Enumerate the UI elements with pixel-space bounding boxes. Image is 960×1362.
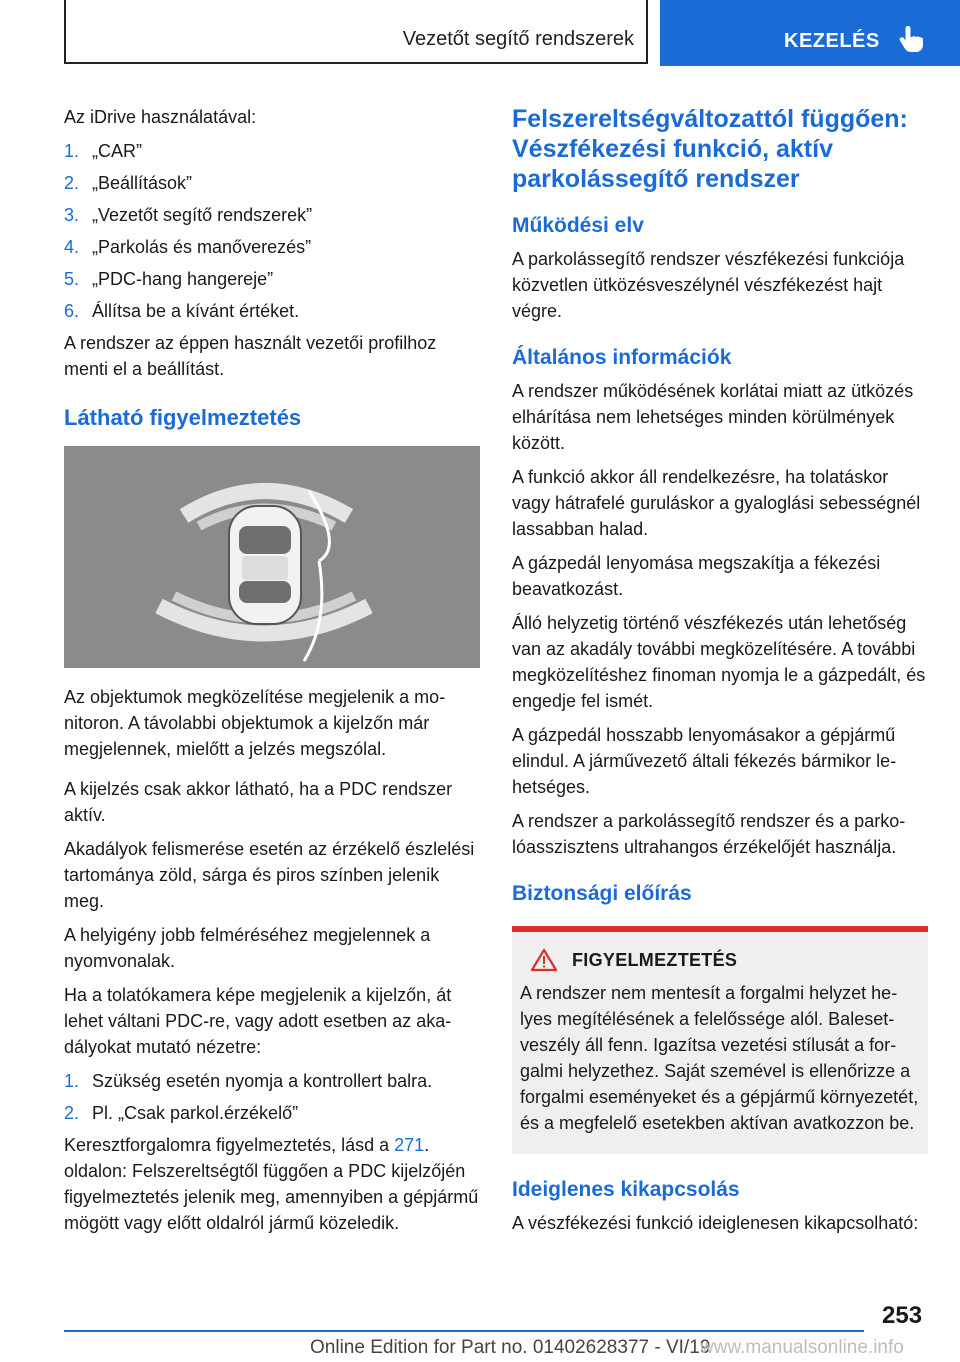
- chapter-tab: [660, 0, 960, 66]
- para-general-2: A funkció akkor áll rendelkezésre, ha tolatáskor vagy hátrafelé guruláskor a gyaloglási sebességnél lassabban halad.: [512, 467, 921, 539]
- cross-traffic-text-rest: . oldalon: Felszereltségtől függően a PDC kijelzőjén figyelmeztetés jelenik meg, amennyiben a gépjármű mögött vagy előtt oldalról jármű közeledik.: [64, 1135, 479, 1233]
- heading-general-info: Általános információk: [512, 346, 732, 369]
- para-trajectory: A helyigény jobb felméréséhez megjelennek a nyomvonalak.: [64, 925, 431, 971]
- pdc-display-image: [64, 446, 480, 668]
- list-item: [64, 202, 480, 228]
- para-cross-traffic: [64, 1132, 480, 1236]
- step-text: Pl. „Csak parkol.érzékelő”: [92, 1103, 299, 1123]
- step-number: 5.: [64, 269, 80, 289]
- para-pdc-active: A kijelzés csak akkor látható, ha a PDC rendszer aktív.: [64, 779, 453, 825]
- step-number: 4.: [64, 237, 80, 257]
- heading-safety: Biztonsági előírás: [512, 882, 692, 905]
- para-rear-camera: Ha a tolatókamera képe megjelenik a kijelzőn, át lehet váltani PDC-re, vagy adott esetben az akadályokat mutató nézetre:: [64, 985, 452, 1057]
- step-number: 3.: [64, 205, 80, 225]
- warning-label: FIGYELMEZTETÉS: [572, 949, 738, 970]
- step-number: 2.: [64, 1103, 80, 1123]
- after-steps-text: A rendszer az éppen használt vezetői profilhoz menti el a beállítást.: [64, 333, 437, 379]
- list-item: [64, 170, 480, 196]
- warning-triangle-icon: [530, 948, 558, 972]
- parking-sensor-illustration: [64, 446, 480, 668]
- left-column: [64, 104, 480, 1244]
- warning-box: [512, 926, 928, 1154]
- warning-text: A rendszer nem mentesít a forgalmi helyzet helyes megítélésének a felelőssége alól. Balesetveszély áll fenn. Igazítsa vezetési stílusát a forgalmi helyzethez. Saját szemével is ellenőrizze a forgalmi eseményeket és a gépjármű környezetét, és a megfelelő esetekben aktívan avatkozzon be.: [520, 983, 919, 1133]
- edition-text: Online Edition for Part no. 01402628377 - VI/19: [310, 1337, 711, 1358]
- para-general-3: A gázpedál lenyomása megszakítja a fékezési beavatkozást.: [512, 553, 881, 599]
- step-text: „CAR”: [92, 141, 142, 161]
- list-item: [64, 298, 480, 324]
- list-item: [64, 266, 480, 292]
- step-text: „Vezetőt segítő rendszerek”: [92, 205, 313, 225]
- step-number: 2.: [64, 173, 80, 193]
- idrive-steps: [64, 138, 480, 324]
- step-number: 1.: [64, 1071, 80, 1091]
- heading-temporary-off: Ideiglenes kikapcsolás: [512, 1178, 740, 1201]
- main-heading: Felszereltségváltozattól függően: Vészfékezési funkció, aktív parkolássegítő rendszer: [512, 105, 908, 193]
- list-item: [64, 1068, 480, 1094]
- para-general-1: A rendszer működésének korlátai miatt az ütközés elhárítása nem lehetséges minden körülmények között.: [512, 381, 914, 453]
- footer-rule: [64, 1330, 864, 1332]
- step-number: 6.: [64, 301, 80, 321]
- heading-visible-warning: Látható figyelmeztetés: [64, 405, 302, 430]
- chapter-title: KEZELÉS: [784, 30, 880, 52]
- watermark-site: www.manualsonline.info: [700, 1337, 904, 1358]
- step-number: 1.: [64, 141, 80, 161]
- page-number: 253: [882, 1302, 923, 1329]
- step-text: Állítsa be a kívánt értéket.: [92, 301, 300, 321]
- step-text: „Parkolás és manőverezés”: [92, 237, 312, 257]
- step-text: „Beállítások”: [92, 173, 193, 193]
- para-principle: A parkolássegítő rendszer vészfékezési funkciója közvetlen ütközésveszélynél vészfékezést hajt végre.: [512, 249, 905, 321]
- heading-principle: Működési elv: [512, 214, 644, 237]
- step-text: Szükség esetén nyomja a kontrollert balra.: [92, 1071, 433, 1091]
- para-general-6: A rendszer a parkolássegítő rendszer és a parkolóasszisztens ultrahangos érzékelőjét használja.: [512, 811, 906, 857]
- para-general-5: A gázpedál hosszabb lenyomásakor a gépjármű elindul. A járművezető általi fékezés bármikor lehetséges.: [512, 725, 897, 797]
- hand-pointer-icon: [896, 24, 926, 54]
- section-title: Vezetőt segítő rendszerek: [402, 28, 634, 50]
- list-item: [64, 234, 480, 260]
- intro-text: Az iDrive használatával:: [64, 107, 257, 127]
- warning-header: [520, 948, 920, 972]
- cross-traffic-text: Keresztforgalomra figyelmeztetés, lásd a: [64, 1135, 395, 1155]
- page-reference-link[interactable]: 271: [394, 1135, 425, 1155]
- para-general-4: Álló helyzetig történő vészfékezés után lehetőség van az akadály további megközelítésére. A további megközelítéshez finoman nyomja le a gázpedált, és engedje fel ismét.: [512, 613, 926, 711]
- list-item: [64, 1100, 480, 1126]
- switch-view-steps: [64, 1068, 480, 1126]
- running-header-box: [64, 0, 648, 64]
- para-obstacle-colors: Akadályok felismerése esetén az érzékelő észlelési tartománya zöld, sárga és piros színben jelenik meg.: [64, 839, 475, 911]
- list-item: [64, 138, 480, 164]
- step-text: „PDC-hang hangereje”: [92, 269, 274, 289]
- para-approach: Az objektumok megközelítése megjelenik a monitoron. A távolabbi objektumok a kijelzőn már megjelennek, mielőtt a jelzés megszólal.: [64, 687, 446, 759]
- right-column: [512, 104, 928, 1244]
- para-temporary-off: A vészfékezési funkció ideiglenesen kikapcsolható:: [512, 1213, 919, 1233]
